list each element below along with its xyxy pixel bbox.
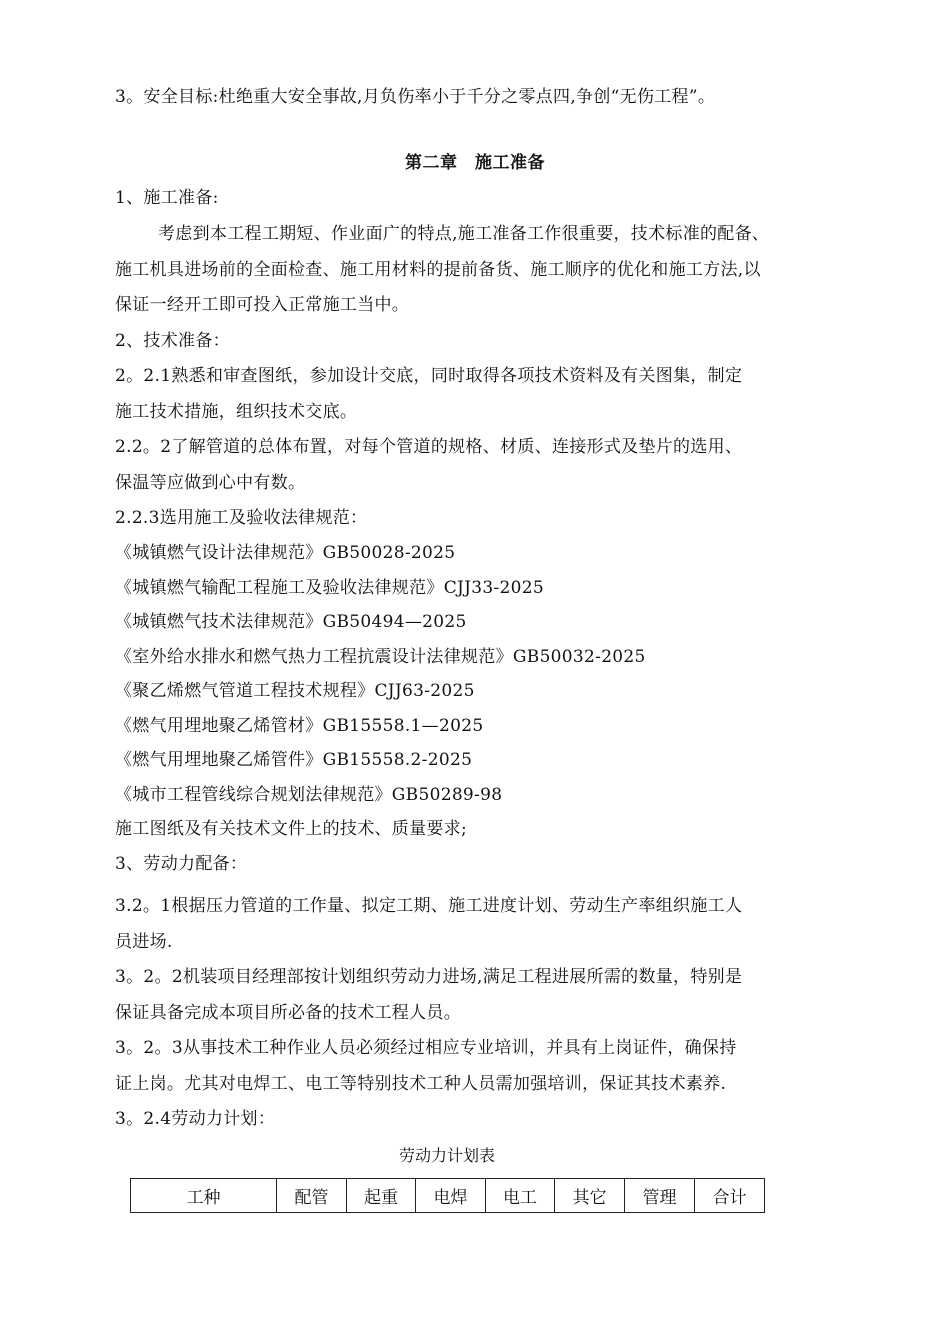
- standard-item: 《城镇燃气设计法律规范》GB50028-2025: [115, 543, 456, 563]
- section-1-title: 1、施工准备:: [115, 188, 219, 208]
- safety-goal-text: 3。安全目标:杜绝重大安全事故,月负伤率小于千分之零点四,争创“无伤工程”。: [115, 87, 716, 107]
- section-1-paragraph-line-1: 考虑到本工程工期短、作业面广的特点,施工准备工作很重要，技术标准的配备、: [158, 224, 770, 244]
- item-2-2-1-line-2: 施工技术措施，组织技术交底。: [115, 402, 358, 422]
- section-1-paragraph-line-2: 施工机具进场前的全面检查、施工用材料的提前备货、施工顺序的优化和施工方法,以: [115, 260, 761, 280]
- item-3-2-1-line-1: 3.2。1根据压力管道的工作量、拟定工期、施工进度计划、劳动生产率组织施工人: [115, 896, 743, 916]
- table-header-row: [131, 1179, 765, 1213]
- standard-item: 《燃气用埋地聚乙烯管材》GB15558.1—2025: [115, 716, 484, 736]
- table-header-cell: 电焊: [416, 1179, 486, 1213]
- item-2-2-1-line-1: 2。2.1熟悉和审查图纸，参加设计交底，同时取得各项技术资料及有关图集，制定: [115, 366, 743, 386]
- standard-item: 《城镇燃气技术法律规范》GB50494—2025: [115, 612, 467, 632]
- table-header-cell: 工种: [131, 1179, 277, 1213]
- section-3-title: 3、劳动力配备：: [115, 854, 248, 874]
- item-3-2-2-line-1: 3。2。2机装项目经理部按计划组织劳动力进场,满足工程进展所需的数量，特别是: [115, 967, 743, 987]
- table-header-cell: 电工: [486, 1179, 555, 1213]
- item-3-2-2-line-2: 保证具备完成本项目所必备的技术工程人员。: [115, 1003, 461, 1023]
- section-2-title: 2、技术准备：: [115, 331, 230, 351]
- technical-requirements-text: 施工图纸及有关技术文件上的技术、质量要求;: [115, 819, 468, 839]
- chapter-title: 第二章 施工准备: [405, 153, 545, 173]
- item-3-2-4: 3。2.4劳动力计划：: [115, 1109, 276, 1129]
- item-3-2-3-line-2: 证上岗。尤其对电焊工、电工等特别技术工种人员需加强培训，保证其技术素养.: [115, 1074, 727, 1094]
- table-header-cell: 配管: [277, 1179, 347, 1213]
- standard-item: 《城镇燃气输配工程施工及验收法律规范》CJJ33-2025: [115, 578, 544, 598]
- item-2-2-3: 2.2.3选用施工及验收法律规范：: [115, 508, 368, 528]
- item-3-2-3-line-1: 3。2。3从事技术工种作业人员必须经过相应专业培训，并具有上岗证件，确保持: [115, 1038, 737, 1058]
- standard-item: 《城市工程管线综合规划法律规范》GB50289-98: [115, 785, 503, 805]
- standard-item: 《聚乙烯燃气管道工程技术规程》CJJ63-2025: [115, 681, 475, 701]
- table-header-cell: 合计: [695, 1179, 765, 1213]
- item-2-2-2-line-1: 2.2。2了解管道的总体布置，对每个管道的规格、材质、连接形式及垫片的选用、: [115, 437, 743, 457]
- table-caption: 劳动力计划表: [398, 1146, 495, 1165]
- standard-item: 《燃气用埋地聚乙烯管件》GB15558.2-2025: [115, 750, 473, 770]
- section-1-paragraph-line-3: 保证一经开工即可投入正常施工当中。: [115, 295, 410, 315]
- item-3-2-1-line-2: 员进场.: [115, 932, 173, 952]
- table-header-cell: 其它: [555, 1179, 625, 1213]
- labor-plan-table: [130, 1178, 765, 1213]
- table-header-cell: 起重: [347, 1179, 416, 1213]
- table-header-cell: 管理: [625, 1179, 695, 1213]
- item-2-2-2-line-2: 保温等应做到心中有数。: [115, 473, 306, 493]
- standard-item: 《室外给水排水和燃气热力工程抗震设计法律规范》GB50032-2025: [115, 647, 646, 667]
